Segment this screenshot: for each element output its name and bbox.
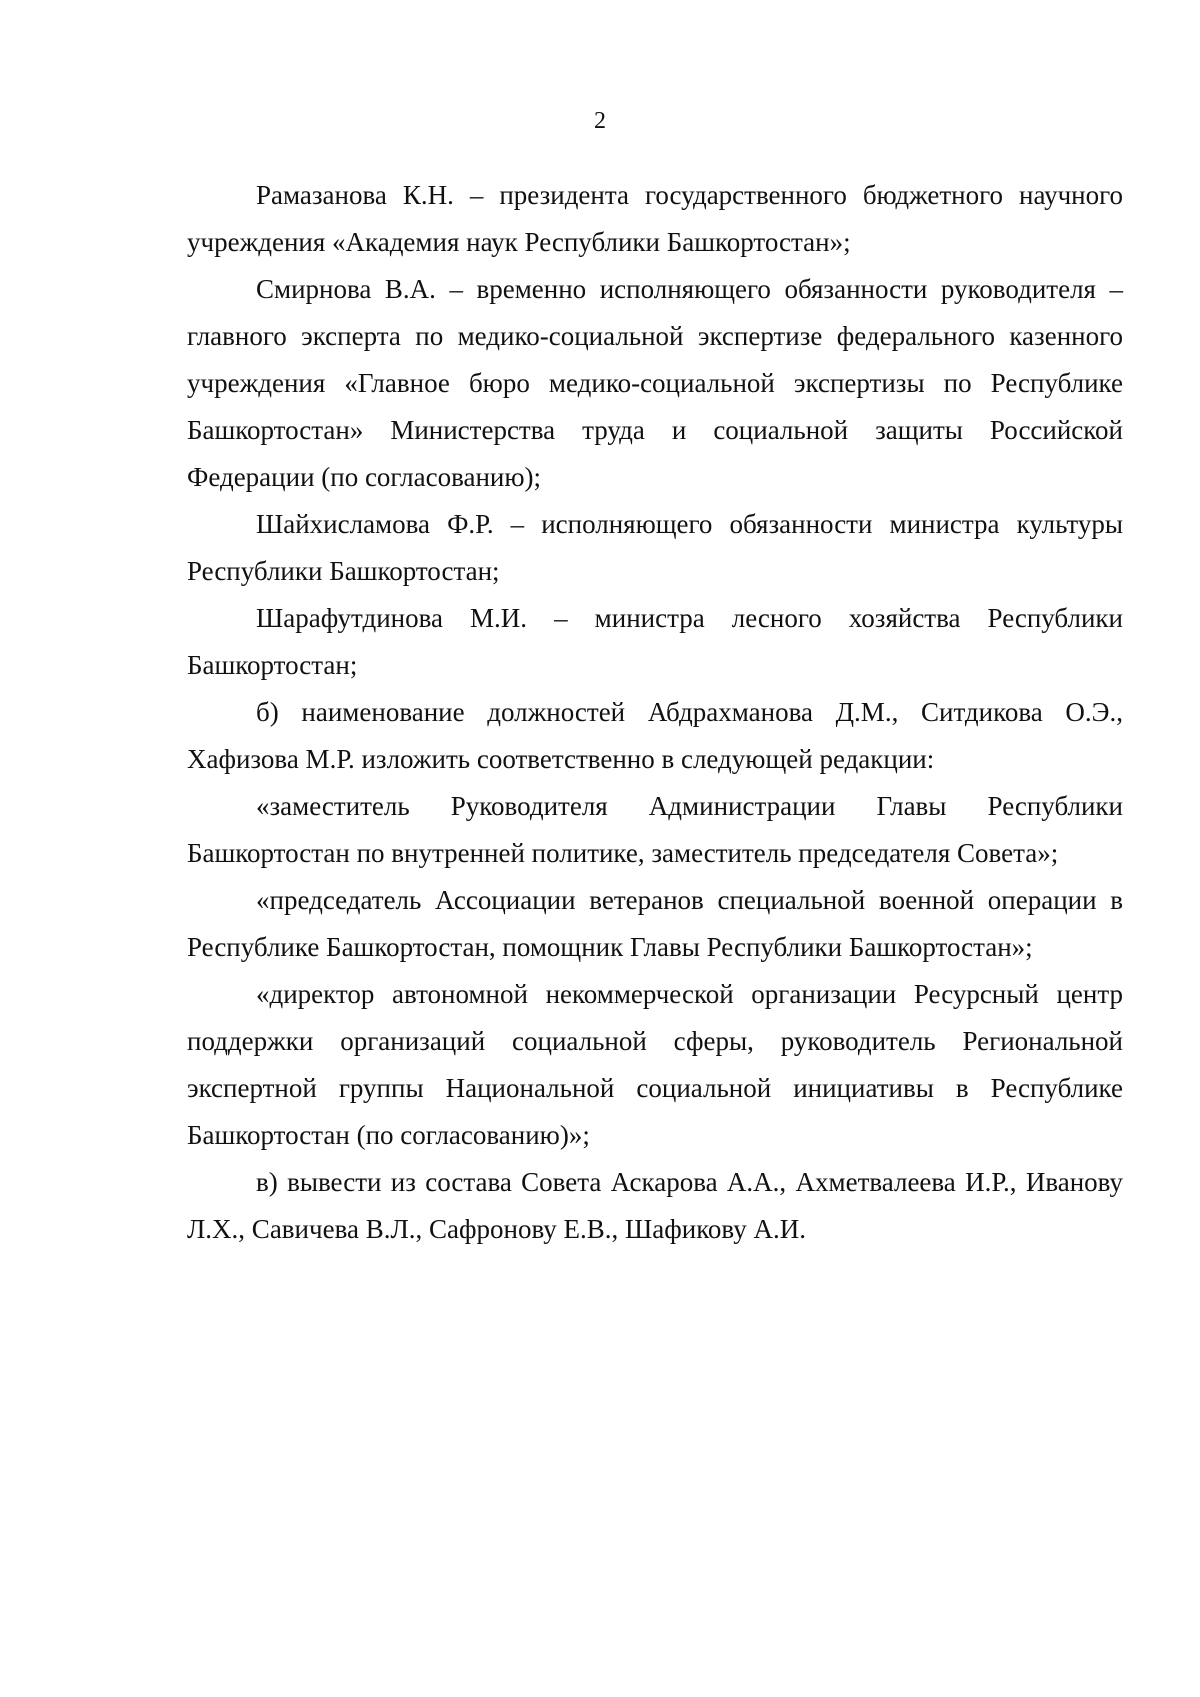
page-number: 2	[594, 108, 606, 134]
paragraph-ramazanov: Рамазанова К.Н. – президента государственного бюджетного научного учреждения «Академия наук Республики Башкортостан»;	[187, 180, 1123, 257]
paragraph-item-v: в) вывести из состава Совета Аскарова А.А., Ахметвалеева И.Р., Иванову Л.Х., Савичева В.Л., Сафронову Е.В., Шафикову А.И.	[187, 1167, 1123, 1244]
paragraph-sharafutdinov: Шарафутдинова М.И. – министра лесного хозяйства Республики Башкортостан;	[187, 603, 1123, 680]
document-body	[187, 172, 1123, 1253]
paragraph-item-b: б) наименование должностей Абдрахманова Д.М., Ситдикова О.Э., Хафизова М.Р. изложить соответственно в следующей редакции:	[187, 697, 1123, 774]
paragraph-position-3: «директор автономной некоммерческой организации Ресурсный центр поддержки организаций социальной сферы, руководитель Региональной экспертной группы Национальной социальной инициативы в Республике Башкортостан (по согласованию)»;	[187, 979, 1123, 1150]
paragraph-shaikhislamov: Шайхисламова Ф.Р. – исполняющего обязанности министра культуры Республики Башкортостан;	[187, 509, 1123, 586]
paragraph-position-1: «заместитель Руководителя Администрации Главы Республики Башкортостан по внутренней политике, заместитель председателя Совета»;	[187, 791, 1123, 868]
paragraph-smirnov: Смирнова В.А. – временно исполняющего обязанности руководителя – главного эксперта по медико-социальной экспертизе федерального казенного учреждения «Главное бюро медико-социальной экспертизы по Республике Башкортостан» Министерства труда и социальной защиты Российской Федерации (по согласованию);	[187, 274, 1123, 492]
paragraph-position-2: «председатель Ассоциации ветеранов специальной военной операции в Республике Башкортостан, помощник Главы Республики Башкортостан»;	[187, 885, 1123, 962]
